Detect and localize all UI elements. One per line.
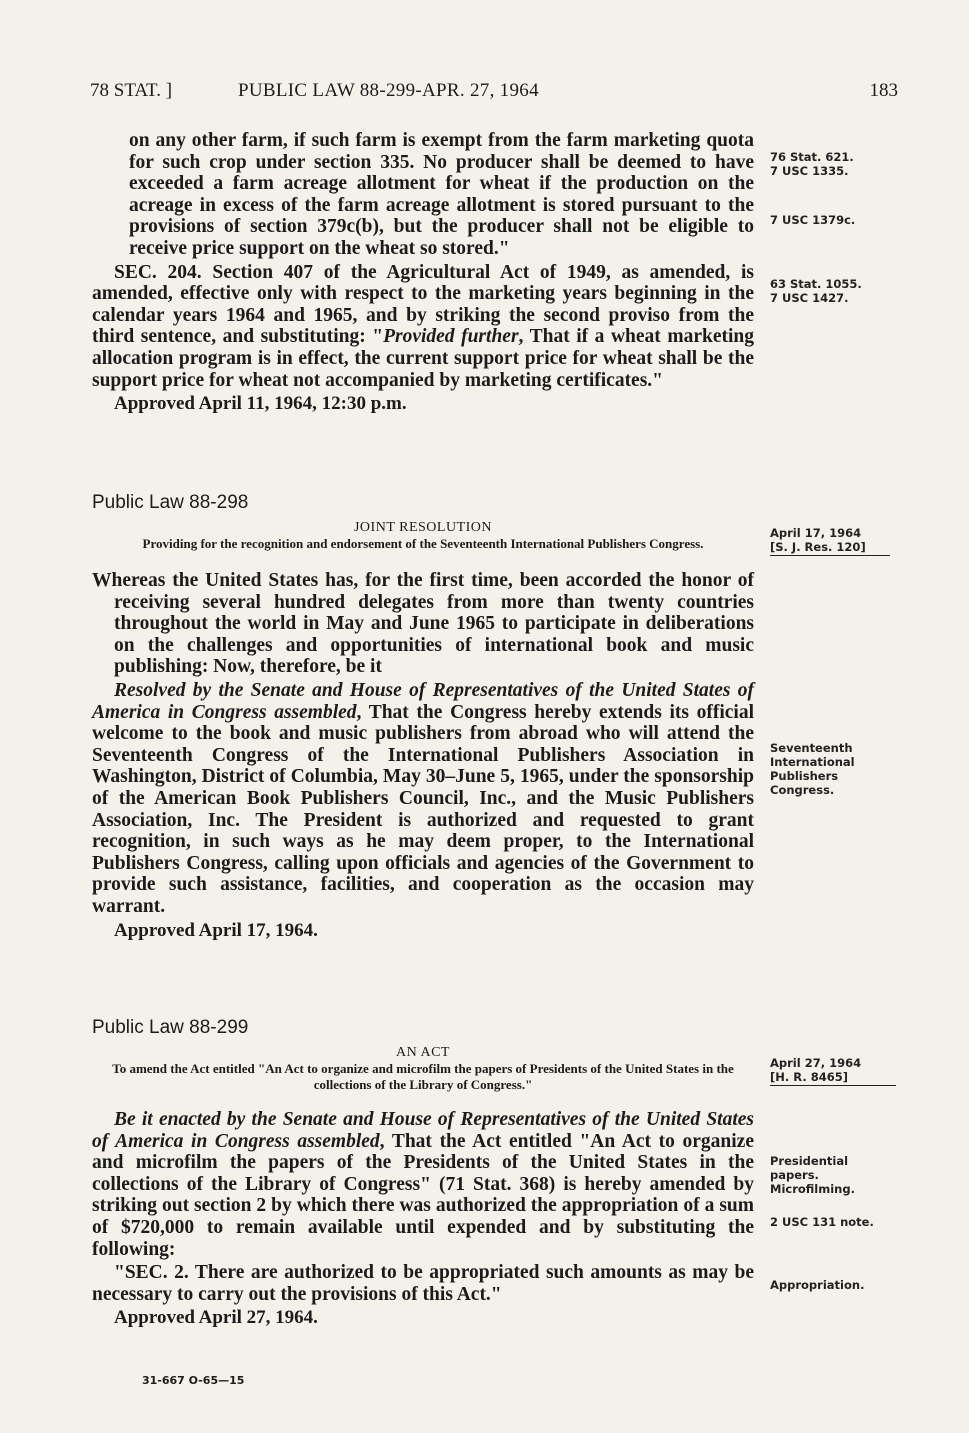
purpose-line: To amend the Act entitled "An Act to organize and microfilm the papers of Presidents of the United States in the collections of the Library of Congress." bbox=[112, 1061, 734, 1092]
section-2-text: "SEC. 2. There are authorized to be appropriated such amounts as may be necessary to carry out the provisions of this Act." bbox=[92, 1262, 754, 1305]
stat-volume: 78 STAT. ] bbox=[90, 80, 173, 101]
purpose-line: Providing for the recognition and endorsement of the Seventeenth International Publishers Congress. bbox=[142, 536, 704, 551]
document-type: AN ACT bbox=[396, 1045, 450, 1060]
approved-line-2: Approved April 17, 1964. bbox=[114, 919, 318, 941]
margin-note-date-april-27: April 27, 1964 [H. R. 8465] bbox=[770, 1056, 896, 1086]
print-code: 31-667 O-65—15 bbox=[142, 1374, 245, 1387]
page-number: 183 bbox=[869, 80, 898, 101]
resolving-clause: Resolved by the Senate and House of Representatives of the United States of America in Congress assembled, That the Congress hereby extends its official welcome to the book and music publishers from abroad who will attend the Seventeenth Congress of the International Publishers Association in Washington, District of Columbia, May 30–June 5, 1965, under the sponsorship of the American Book Publishers Council, Inc., and the Music Publishers Association, Inc. The President is authorized and requested to grant recognition, in such ways as he may deem proper, to the International Publishers Congress, calling upon officials and agencies of the Government to provide such assistance, facilities, and cooperation as the occasion may warrant. bbox=[92, 679, 754, 917]
continued-section bbox=[92, 130, 754, 415]
margin-note-stat-621: 76 Stat. 621. 7 USC 1335. bbox=[770, 150, 854, 178]
margin-note-presidential-papers: Presidential papers. Microfilming. bbox=[770, 1154, 855, 1196]
document-type: JOINT RESOLUTION bbox=[353, 520, 492, 535]
approved-line-1: Approved April 11, 1964, 12:30 p.m. bbox=[114, 393, 407, 415]
paragraph-continued: on any other farm, if such farm is exempt from the farm marketing quota for such crop under section 335. No producer shall be deemed to have exceeded a farm acreage allotment for wheat if the production on the acreage in excess of the farm acreage allotment is stored pursuant to the provisions of section 379c(b), but the producer shall not be eligible to receive price support on the wheat so stored." bbox=[129, 130, 754, 259]
law-heading: Public Law 88-298 bbox=[92, 492, 249, 513]
public-law-88-298 bbox=[92, 492, 754, 942]
margin-note-appropriation: Appropriation. bbox=[770, 1278, 865, 1292]
enacting-clause: Be it enacted by the Senate and House of Representatives of the United States of America in Congress assembled, That the Act entitled "An Act to organize and microfilm the papers of the Presidents of the United States in the collections of the Library of Congress" (71 Stat. 368) is hereby amended by striking out section 2 by which there was authorized the appropriation of a sum of $720,000 to remain available until expended and by substituting the following: bbox=[92, 1109, 754, 1260]
margin-note-usc-131: 2 USC 131 note. bbox=[770, 1215, 874, 1229]
margin-note-stat-1055: 63 Stat. 1055. 7 USC 1427. bbox=[770, 277, 862, 305]
whereas-clause: Whereas the United States has, for the first time, been accorded the honor of receiving several hundred delegates from more than twenty countries throughout the world in May and June 1965 to participate in deliberations on the challenges and opportunities of international book and music publishing: Now, therefore, be it bbox=[92, 570, 754, 678]
section-204-label: SEC. 204. bbox=[114, 261, 202, 283]
approved-line-3: Approved April 27, 1964. bbox=[114, 1307, 318, 1329]
page-header bbox=[90, 80, 898, 110]
margin-note-date-april-17: April 17, 1964 [S. J. Res. 120] bbox=[770, 526, 890, 556]
margin-note-publishers-congress: Seventeenth International Publishers Congress. bbox=[770, 741, 855, 797]
running-title: PUBLIC LAW 88-299-APR. 27, 1964 bbox=[238, 80, 539, 101]
public-law-88-299 bbox=[92, 1017, 754, 1329]
law-heading: Public Law 88-299 bbox=[92, 1017, 249, 1038]
section-204: SEC. 204. Section 407 of the Agricultural Act of 1949, as amended, is amended, effective only with respect to the marketing years beginning in the calendar years 1964 and 1965, and by striking the second proviso from the third sentence, and substituting: "Provided further, That if a wheat marketing allocation program is in effect, the current support price for wheat shall be the support price for wheat not accompanied by marketing certificates." bbox=[92, 261, 754, 391]
margin-note-usc-1379c: 7 USC 1379c. bbox=[770, 213, 856, 227]
